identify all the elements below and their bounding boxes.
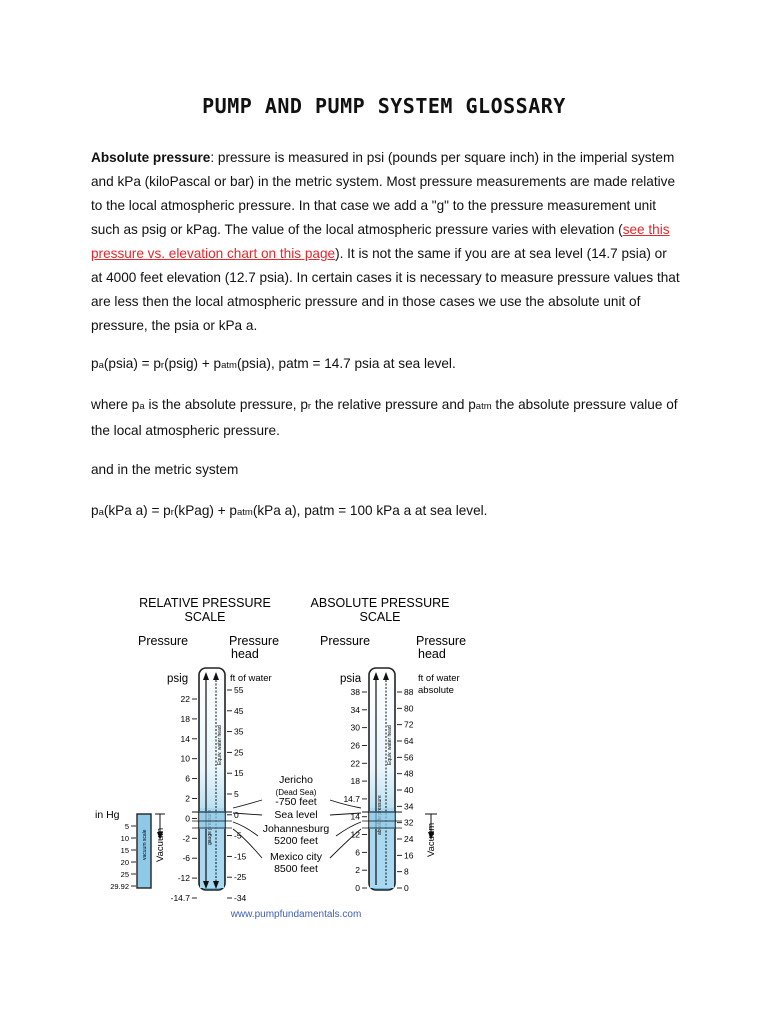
eq-text: (kPa a) = p xyxy=(103,503,171,518)
eq-text: (kPa a), patm = 100 kPa a at sea level. xyxy=(252,503,488,518)
equiv-height-vertical-rel: Equiv. water head xyxy=(217,725,223,765)
where-text: is the absolute pressure, p xyxy=(144,397,308,412)
psia-tick-group xyxy=(343,687,367,893)
eq-text: (kPag) + p xyxy=(173,503,237,518)
eq-text: (psia), patm = 14.7 psia at sea level. xyxy=(236,356,456,371)
eq-sub: atm xyxy=(237,507,253,518)
ft-rel-tick-label: 0 xyxy=(234,809,239,820)
ft-rel-tick-label: 25 xyxy=(234,747,244,758)
hg-tick-label: 29.92 xyxy=(110,882,129,891)
ft-abs-tick-label: 56 xyxy=(404,752,414,763)
sea-level-label: Sea level xyxy=(274,809,318,821)
paragraph-text-b: ). It is not the same if you are at sea level (14.7 psia) or at 4000 feet elevation (12.7 psia). In certain cases it is necessary to measure pressure values that are less then the local atmospheric pressure and in those cases we use the absolute unit of pressure, the psia or kPa a. xyxy=(91,246,680,333)
psig-label: psig xyxy=(167,673,189,685)
page-title: PUMP AND PUMP SYSTEM GLOSSARY xyxy=(202,94,566,118)
rel-title-2: SCALE xyxy=(184,610,226,624)
ft-abs-tick-label: 8 xyxy=(404,866,409,877)
psia-tick-label: 12 xyxy=(350,829,360,840)
psig-tick-label: -2 xyxy=(182,833,190,844)
hg-tick-label: 20 xyxy=(120,858,129,867)
abs-title-1: ABSOLUTE PRESSURE xyxy=(310,596,450,610)
psig-tick-group xyxy=(171,694,197,903)
jericho-ft-label: -750 feet xyxy=(275,796,317,808)
pressure-elevation-link[interactable]: see this pressure vs. elevation chart on this page xyxy=(91,222,670,261)
ft-abs-tick-label: 40 xyxy=(404,785,414,795)
where-text: the absolute pressure value of the local atmospheric pressure. xyxy=(91,397,678,438)
equiv-height-vertical-abs: Equiv. water head xyxy=(387,725,393,765)
psia-tick-label: 34 xyxy=(350,704,360,715)
term-absolute-pressure: Absolute pressure xyxy=(91,150,211,165)
ft-rel-tick-label: 5 xyxy=(234,789,239,799)
paragraph-text-a: : pressure is measured in psi (pounds per square inch) in the imperial system and kPa (kiloPascal or bar) in the metric system. Most pressure measurements are made relative to the local atmospheric pressure. In that case we add a "g" to the pressure measurement unit such as psig or kPag. The value of the local atmospheric pressure varies with elevation ( xyxy=(91,150,676,237)
psig-tick-label: 0 xyxy=(185,813,190,824)
psia-tick-label: 18 xyxy=(350,776,360,787)
hg-tick-group xyxy=(110,822,136,891)
psig-tick-label: 6 xyxy=(185,773,190,784)
ft-abs-tick-label: 48 xyxy=(404,768,414,779)
where-text: where p xyxy=(91,397,140,412)
eq-sub: atm xyxy=(221,360,237,371)
psig-tick-label: -14.7 xyxy=(170,893,190,903)
eq-text: (psig) + p xyxy=(164,356,222,371)
ft-rel-tick-label: -5 xyxy=(234,830,242,841)
vacuum-label-right: Vacuum xyxy=(426,822,437,857)
hg-tick-label: 5 xyxy=(124,822,129,831)
ft-abs-tick-label: 64 xyxy=(404,736,414,746)
where-sub: atm xyxy=(475,401,492,412)
ft-water-label: ft of water xyxy=(230,673,272,684)
ft-abs-tick-group xyxy=(397,687,414,893)
psia-tick-label: 2 xyxy=(355,865,360,876)
psig-tick-label: 14 xyxy=(180,733,190,744)
ft-rel-tick-label: 55 xyxy=(234,685,244,695)
psig-tick-label: 10 xyxy=(180,753,190,764)
source-url: www.pumpfundamentals.com xyxy=(230,909,362,920)
rel-head-label-2: head xyxy=(231,647,259,661)
eq-text: p xyxy=(91,356,99,371)
in-hg-label: in Hg xyxy=(95,809,120,821)
ft-rel-tick-label: 35 xyxy=(234,726,244,737)
ft-abs-tick-label: 72 xyxy=(404,719,414,730)
psia-tick-label: 14.7 xyxy=(343,793,360,804)
abs-head-label-1: Pressure xyxy=(416,634,467,648)
ft-rel-tick-label: -15 xyxy=(234,851,247,862)
rel-head-label-1: Pressure xyxy=(229,634,280,648)
psia-tick-label: 22 xyxy=(350,758,360,769)
ft-rel-tick-label: -34 xyxy=(234,893,247,903)
psia-tick-label: 38 xyxy=(350,687,360,697)
hg-tick-label: 10 xyxy=(120,834,129,843)
rel-pressure-label: Pressure xyxy=(138,634,189,648)
mexico-ft-label: 8500 feet xyxy=(274,863,318,875)
ft-abs-tick-label: 24 xyxy=(404,834,414,844)
johannesburg-label: Johannesburg xyxy=(262,823,330,835)
abs-title-2: SCALE xyxy=(359,610,401,624)
where-sub: r xyxy=(307,401,312,412)
johannesburg-ft-label: 5200 feet xyxy=(274,835,318,847)
ft-abs-tick-label: 16 xyxy=(404,850,414,861)
eq-text: (psia) = p xyxy=(103,356,161,371)
hg-tick-label: 15 xyxy=(120,846,129,855)
psig-tick-label: 18 xyxy=(180,713,190,724)
dead-sea-label: (Dead Sea) xyxy=(275,788,317,797)
hg-tick-label: 25 xyxy=(120,870,129,879)
vacuum-label-left: Vacuum xyxy=(155,827,166,862)
ft-abs-tick-label: 88 xyxy=(404,687,414,697)
ft-abs-tick-label: 80 xyxy=(404,703,414,714)
psig-tick-label: -12 xyxy=(177,873,190,884)
absolute-zero-band xyxy=(369,811,395,829)
psig-tick-label: -6 xyxy=(182,853,190,864)
jericho-label: Jericho xyxy=(279,774,313,786)
ft-water-abs-2: absolute xyxy=(418,685,454,696)
psia-label: psia xyxy=(340,673,362,685)
eq-sub: a xyxy=(98,360,104,371)
psig-tick-label: 22 xyxy=(180,694,190,704)
ft-rel-tick-group xyxy=(227,685,247,903)
ft-rel-tick-label: -25 xyxy=(234,872,247,883)
eq-text: p xyxy=(91,503,99,518)
abs-head-label-2: head xyxy=(418,647,446,661)
ft-abs-tick-label: 0 xyxy=(404,883,409,893)
metric-intro: and in the metric system xyxy=(91,462,239,477)
abs-pressure-label: Pressure xyxy=(320,634,371,648)
ft-rel-tick-label: 45 xyxy=(234,705,244,716)
mexico-label: Mexico city xyxy=(270,851,322,863)
rel-title-1: RELATIVE PRESSURE xyxy=(139,596,271,610)
psig-tick-label: 2 xyxy=(185,793,190,804)
vacuum-scale-vertical: vacuum scale xyxy=(142,829,148,860)
eq-sub: a xyxy=(98,507,104,518)
ft-abs-tick-label: 34 xyxy=(404,801,414,812)
psia-tick-label: 0 xyxy=(355,883,360,893)
relative-zero-band xyxy=(199,811,225,829)
eq-sub: r xyxy=(170,507,174,518)
psia-tick-label: 14 xyxy=(350,811,360,822)
psia-tick-label: 6 xyxy=(355,847,360,858)
ft-abs-tick-label: 32 xyxy=(404,817,414,828)
psia-tick-label: 30 xyxy=(350,722,360,733)
where-sub: a xyxy=(139,401,145,412)
ft-rel-tick-label: 15 xyxy=(234,768,244,779)
ft-water-abs-1: ft of water xyxy=(418,673,460,684)
eq-sub: r xyxy=(160,360,165,371)
where-text: the relative pressure and p xyxy=(311,397,476,412)
psia-tick-label: 26 xyxy=(350,740,360,751)
